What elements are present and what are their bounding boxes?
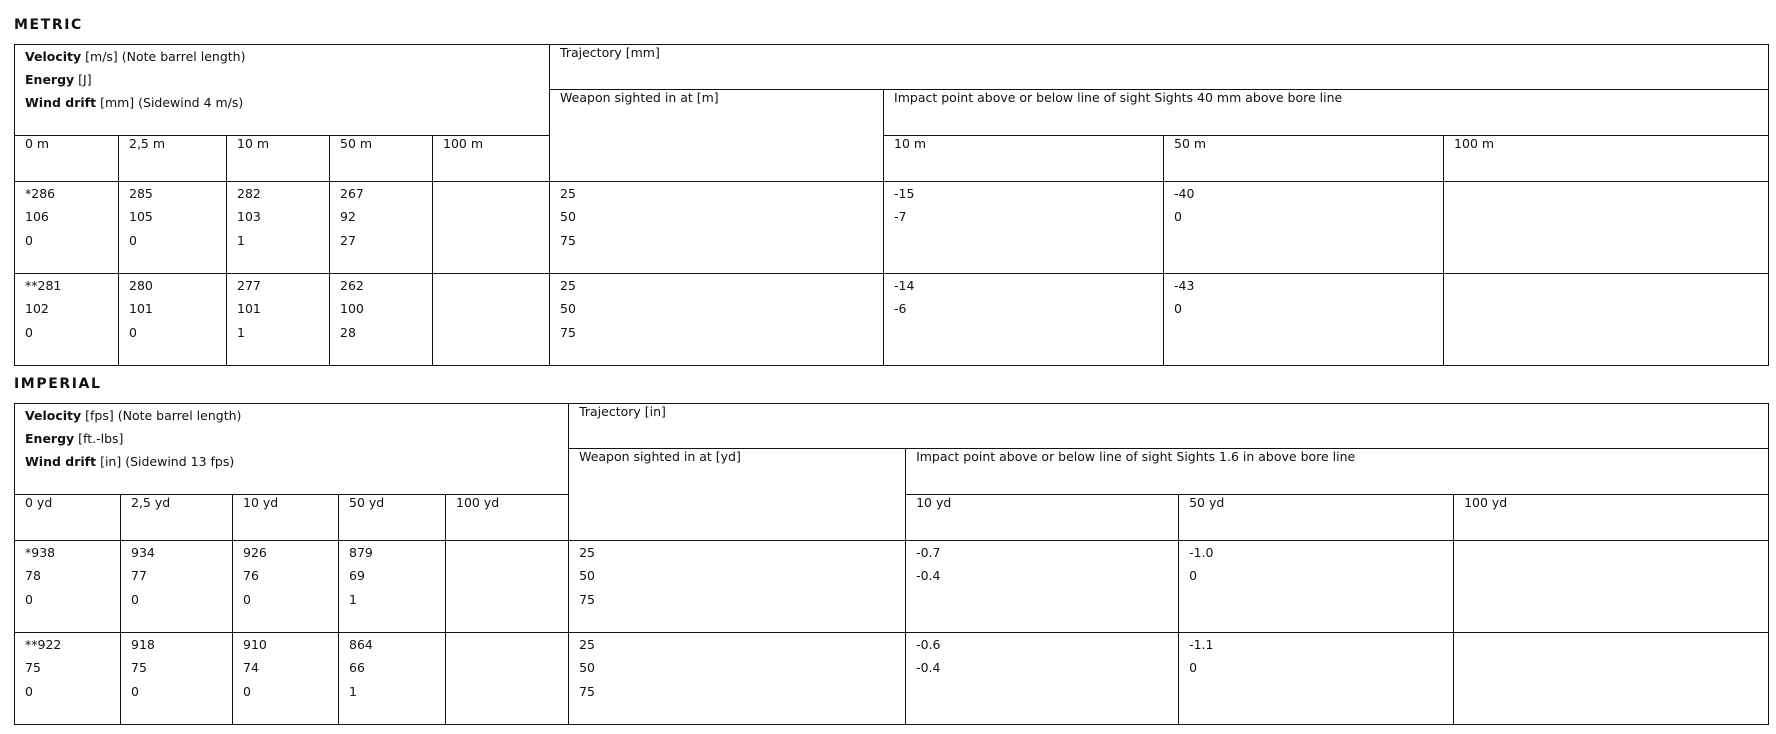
impact-cell: [1164, 274, 1444, 366]
imperial-wind-legend: [25, 450, 568, 473]
table-row: [15, 182, 1769, 274]
sighted-value: 50: [560, 209, 576, 225]
velocity-value: **922: [25, 637, 62, 652]
impact-value: [1464, 564, 1768, 587]
impact-cell: [1444, 274, 1769, 366]
impact-cell: [884, 274, 1164, 366]
energy-value: 66: [349, 660, 365, 676]
energy-value: 74: [243, 660, 259, 676]
energy-label: Energy: [25, 431, 75, 446]
metric-sighted-header: Weapon sighted in at [m]: [550, 90, 884, 182]
velocity-label: Velocity: [25, 408, 82, 423]
impact-value: 0: [1189, 568, 1198, 584]
wind-value: 1: [237, 324, 245, 340]
data-cell: [233, 541, 339, 633]
energy-value: 77: [131, 568, 147, 584]
impact-value: [1464, 588, 1768, 611]
wind-value: [443, 229, 549, 252]
imperial-velocity-legend: [25, 404, 568, 427]
velocity-unit: [fps] (Note barrel length): [81, 408, 242, 423]
impact-value: [1464, 541, 1768, 564]
impact-value: [1454, 229, 1768, 252]
energy-value: [456, 564, 568, 587]
wind-value: 1: [349, 591, 357, 607]
data-cell: [121, 633, 233, 725]
table-row: [15, 633, 1769, 725]
impact-value: -0.6: [916, 637, 941, 652]
impact-value: -43: [1174, 278, 1195, 293]
energy-value: [443, 297, 549, 320]
imperial-impact-header: Impact point above or below line of sight Sights 1.6 in above bore line: [906, 449, 1769, 495]
impact-value: -40: [1174, 186, 1195, 201]
imperial-distance-header: 2,5 yd: [121, 495, 233, 541]
imperial-trajectory-header: Trajectory [in]: [569, 404, 1769, 449]
wind-value: 0: [25, 232, 33, 248]
data-cell: [433, 274, 550, 366]
impact-value: [1454, 297, 1768, 320]
metric-section-title: METRIC: [14, 17, 83, 33]
wind-unit: [in] (Sidewind 13 fps): [96, 454, 235, 469]
velocity-value: 267: [340, 186, 364, 201]
metric-impact-header: Impact point above or below line of sight Sights 40 mm above bore line: [884, 90, 1769, 136]
energy-value: 100: [340, 301, 364, 317]
energy-value: [456, 656, 568, 679]
velocity-value: 864: [349, 637, 373, 652]
imperial-ballistics-table: [14, 403, 1769, 725]
data-cell: [446, 633, 569, 725]
wind-value: 27: [340, 232, 356, 248]
impact-value: -0.7: [916, 545, 941, 560]
impact-value: -15: [894, 186, 915, 201]
imperial-impact-distance-header: 10 yd: [906, 495, 1179, 541]
impact-value: [1189, 588, 1453, 611]
velocity-value: **281: [25, 278, 62, 293]
impact-value: [1454, 321, 1768, 344]
energy-value: 69: [349, 568, 365, 584]
metric-energy-legend: [25, 68, 549, 91]
energy-unit: [J]: [74, 72, 92, 87]
data-cell: [15, 274, 119, 366]
impact-value: [1454, 274, 1768, 297]
wind-value: 0: [131, 683, 139, 699]
imperial-distance-header: 0 yd: [15, 495, 121, 541]
impact-value: -1.0: [1189, 545, 1214, 560]
energy-value: 105: [129, 209, 153, 225]
velocity-value: 277: [237, 278, 261, 293]
impact-value: -1.1: [1189, 637, 1214, 652]
imperial-distance-header: 100 yd: [446, 495, 569, 541]
metric-velocity-legend: [25, 45, 549, 68]
energy-value: 76: [243, 568, 259, 584]
sighted-cell: [550, 182, 884, 274]
energy-value: 75: [131, 660, 147, 676]
energy-value: 102: [25, 301, 49, 317]
impact-value: -7: [894, 209, 907, 225]
imperial-distance-header: 10 yd: [233, 495, 339, 541]
data-cell: [339, 633, 446, 725]
imperial-distance-header: 50 yd: [339, 495, 446, 541]
wind-label: Wind drift: [25, 95, 97, 110]
energy-value: 101: [237, 301, 261, 317]
energy-value: 75: [25, 660, 41, 676]
velocity-value: 280: [129, 278, 153, 293]
impact-value: -0.4: [916, 568, 941, 584]
wind-value: 0: [25, 683, 33, 699]
data-cell: [15, 541, 121, 633]
sighted-cell: [569, 541, 906, 633]
data-cell: [330, 182, 433, 274]
energy-value: 101: [129, 301, 153, 317]
data-cell: [119, 274, 227, 366]
impact-value: [916, 588, 1178, 611]
impact-cell: [1179, 633, 1454, 725]
energy-value: 106: [25, 209, 49, 225]
energy-value: [443, 205, 549, 228]
sighted-value: 50: [579, 660, 595, 676]
data-cell: [227, 182, 330, 274]
impact-value: [1189, 680, 1453, 703]
sighted-value: 25: [560, 278, 576, 293]
velocity-value: 934: [131, 545, 155, 560]
energy-value: 92: [340, 209, 356, 225]
data-cell: [446, 541, 569, 633]
data-cell: [119, 182, 227, 274]
wind-value: 1: [349, 683, 357, 699]
metric-wind-legend: [25, 91, 549, 114]
imperial-impact-distance-header: 50 yd: [1179, 495, 1454, 541]
energy-value: 103: [237, 209, 261, 225]
velocity-value: [443, 182, 549, 205]
sighted-cell: [550, 274, 884, 366]
impact-value: [1454, 182, 1768, 205]
wind-unit: [mm] (Sidewind 4 m/s): [96, 95, 244, 110]
impact-cell: [884, 182, 1164, 274]
velocity-label: Velocity: [25, 49, 82, 64]
imperial-legend-cell: [15, 404, 569, 495]
data-cell: [233, 633, 339, 725]
metric-distance-header: 100 m: [433, 136, 550, 182]
velocity-value: 926: [243, 545, 267, 560]
impact-cell: [1164, 182, 1444, 274]
sighted-value: 50: [579, 568, 595, 584]
impact-value: -0.4: [916, 660, 941, 676]
imperial-energy-legend: [25, 427, 568, 450]
metric-legend-cell: [15, 45, 550, 136]
wind-value: 0: [129, 324, 137, 340]
impact-value: [1174, 321, 1443, 344]
sighted-value: 75: [579, 591, 595, 607]
impact-value: 0: [1174, 209, 1182, 225]
metric-distance-header: 0 m: [15, 136, 119, 182]
impact-value: -6: [894, 301, 907, 317]
impact-value: [894, 321, 1163, 344]
velocity-value: 910: [243, 637, 267, 652]
energy-value: 78: [25, 568, 41, 584]
data-cell: [339, 541, 446, 633]
velocity-value: 262: [340, 278, 364, 293]
velocity-value: *938: [25, 545, 56, 560]
energy-unit: [ft.-lbs]: [74, 431, 124, 446]
metric-distance-header: 10 m: [227, 136, 330, 182]
wind-label: Wind drift: [25, 454, 97, 469]
wind-value: 1: [237, 232, 245, 248]
imperial-impact-distance-header: 100 yd: [1454, 495, 1769, 541]
velocity-value: 918: [131, 637, 155, 652]
impact-cell: [1179, 541, 1454, 633]
impact-value: -14: [894, 278, 915, 293]
sighted-value: 25: [560, 186, 576, 201]
wind-value: 28: [340, 324, 356, 340]
energy-label: Energy: [25, 72, 75, 87]
velocity-value: [456, 541, 568, 564]
impact-cell: [906, 633, 1179, 725]
sighted-value: 25: [579, 545, 595, 560]
metric-ballistics-table: [14, 44, 1769, 366]
impact-value: [1464, 633, 1768, 656]
impact-value: [1464, 680, 1768, 703]
impact-value: [1174, 229, 1443, 252]
impact-value: 0: [1174, 301, 1182, 317]
velocity-value: 879: [349, 545, 373, 560]
data-cell: [15, 182, 119, 274]
metric-trajectory-header: Trajectory [mm]: [550, 45, 1769, 90]
metric-impact-distance-header: 100 m: [1444, 136, 1769, 182]
velocity-value: [456, 633, 568, 656]
impact-cell: [906, 541, 1179, 633]
wind-value: [456, 588, 568, 611]
data-cell: [330, 274, 433, 366]
sighted-value: 75: [579, 683, 595, 699]
data-cell: [15, 633, 121, 725]
wind-value: [456, 680, 568, 703]
velocity-value: *286: [25, 186, 56, 201]
metric-impact-distance-header: 10 m: [884, 136, 1164, 182]
velocity-value: 282: [237, 186, 261, 201]
table-row: [15, 274, 1769, 366]
impact-cell: [1444, 182, 1769, 274]
velocity-value: [443, 274, 549, 297]
wind-value: 0: [243, 591, 251, 607]
sighted-cell: [569, 633, 906, 725]
metric-distance-header: 2,5 m: [119, 136, 227, 182]
metric-impact-distance-header: 50 m: [1164, 136, 1444, 182]
wind-value: 0: [129, 232, 137, 248]
wind-value: 0: [243, 683, 251, 699]
wind-value: 0: [131, 591, 139, 607]
impact-value: [1464, 656, 1768, 679]
sighted-value: 75: [560, 232, 576, 248]
impact-value: 0: [1189, 660, 1198, 676]
wind-value: [443, 321, 549, 344]
sighted-value: 75: [560, 324, 576, 340]
impact-value: [1454, 205, 1768, 228]
sighted-value: 50: [560, 301, 576, 317]
impact-cell: [1454, 633, 1769, 725]
metric-distance-header: 50 m: [330, 136, 433, 182]
velocity-unit: [m/s] (Note barrel length): [81, 49, 246, 64]
imperial-section-title: IMPERIAL: [14, 376, 102, 392]
data-cell: [227, 274, 330, 366]
wind-value: 0: [25, 324, 33, 340]
impact-value: [894, 229, 1163, 252]
velocity-value: 285: [129, 186, 153, 201]
imperial-sighted-header: Weapon sighted in at [yd]: [569, 449, 906, 541]
impact-cell: [1454, 541, 1769, 633]
wind-value: 0: [25, 591, 33, 607]
table-row: [15, 541, 1769, 633]
sighted-value: 25: [579, 637, 595, 652]
data-cell: [433, 182, 550, 274]
impact-value: [916, 680, 1178, 703]
data-cell: [121, 541, 233, 633]
